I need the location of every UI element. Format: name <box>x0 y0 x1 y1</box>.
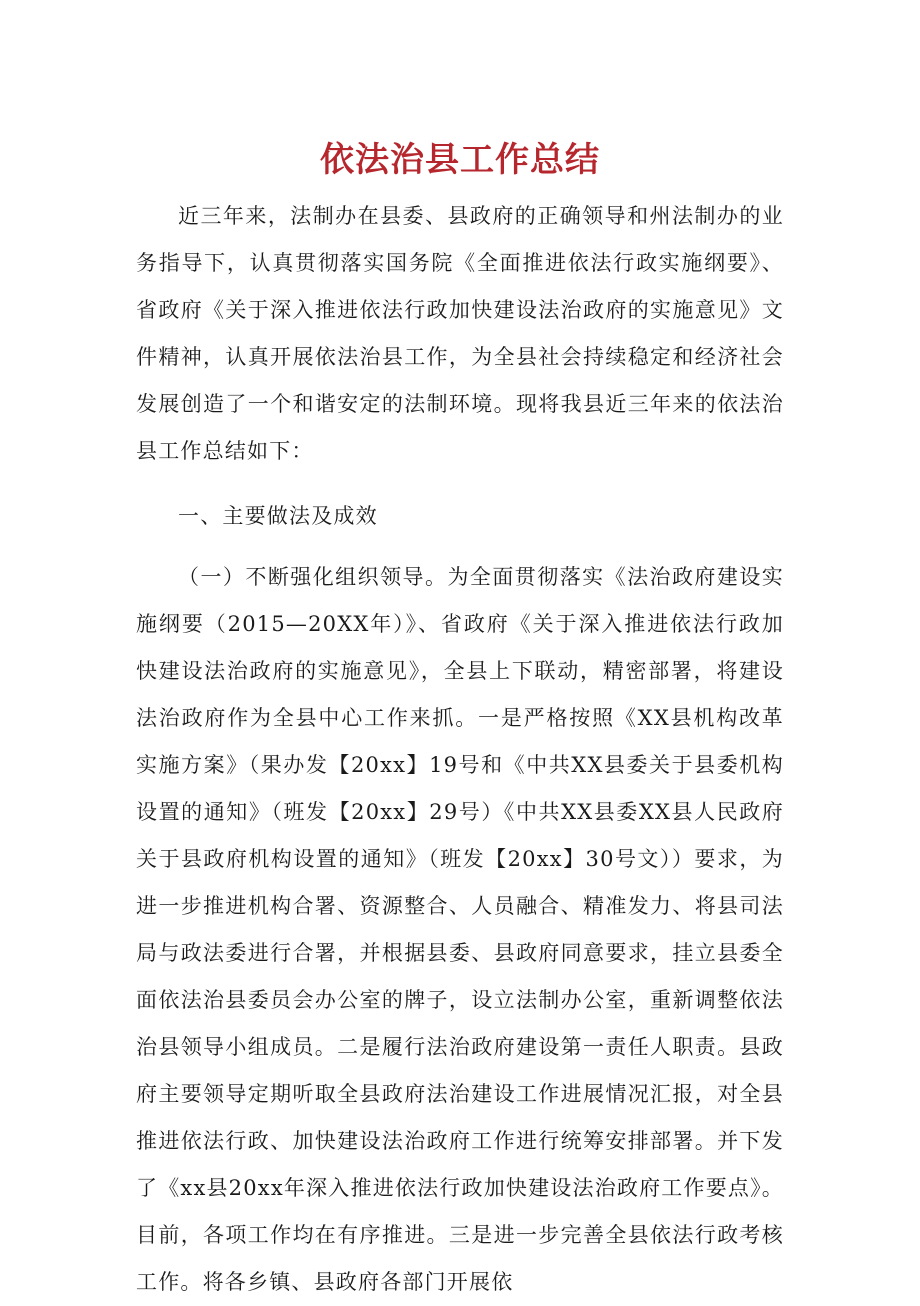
section-heading-main-practices: 一、主要做法及成效 <box>178 504 378 528</box>
document-body <box>136 193 784 1306</box>
document-title: 依法治县工作总结 <box>320 140 600 180</box>
subsection-paragraph-organization-leadership: （一）不断强化组织领导。为全面贯彻落实《法治政府建设实施纲要（2015—20XX年）》、省政府《关于深入推进依法行政加快建设法治政府的实施意见》，全县上下联动，精密部署，将建设法治政府作为全县中心工作来抓。一是严格按照《XX县机构改革实施方案》（果办发【20xx】19号和《中共XX县委关于县委机构设置的通知》（班发【20xx】29号）《中共XX县委XX县人民政府关于县政府机构设置的通知》（班发【20xx】30号文））要求，为进一步推进机构合署、资源整合、人员融合、精准发力、将县司法局与政法委进行合署，并根据县委、县政府同意要求，挂立县委全面依法治县委员会办公室的牌子，设立法制办公室，重新调整依法治县领导小组成员。二是履行法治政府建设第一责任人职责。县政府主要领导定期听取全县政府法治建设工作进展情况汇报，对全县推进依法行政、加快建设法治政府工作进行统筹安排部署。并下发了《xx县20xx年深入推进依法行政加快建设法治政府工作要点》。目前，各项工作均在有序推进。三是进一步完善全县依法行政考核工作。将各乡镇、县政府各部门开展依 <box>136 565 784 1294</box>
intro-paragraph: 近三年来，法制办在县委、县政府的正确领导和州法制办的业务指导下，认真贯彻落实国务院《全面推进依法行政实施纲要》、省政府《关于深入推进依法行政加快建设法治政府的实施意见》文件精神，认真开展依法治县工作，为全县社会持续稳定和经济社会发展创造了一个和谐安定的法制环境。现将我县近三年来的依法治县工作总结如下： <box>136 204 784 463</box>
